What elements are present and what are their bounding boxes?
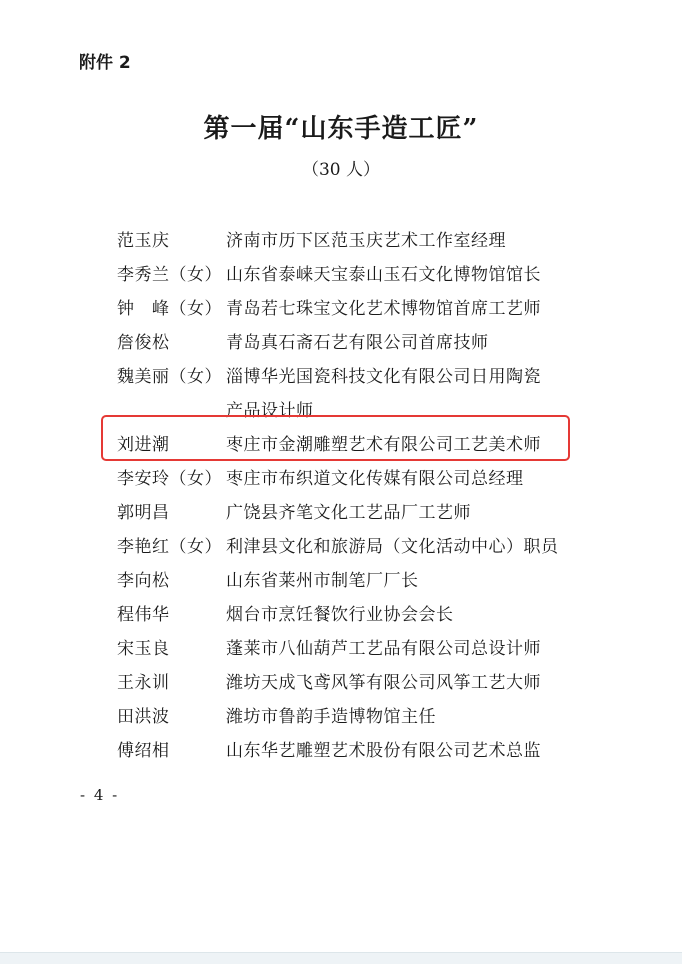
honoree-organization: 淄博华光国瓷科技文化有限公司日用陶瓷	[226, 367, 541, 387]
honoree-organization: 烟台市烹饪餐饮行业协会会长	[226, 605, 454, 625]
document-subtitle: （30 人）	[301, 160, 381, 180]
honoree-name: 李安玲（女）	[117, 469, 222, 489]
honoree-name: 傅绍相	[117, 741, 170, 761]
list-item	[0, 663, 682, 697]
honoree-organization: 山东华艺雕塑艺术股份有限公司艺术总监	[226, 741, 541, 761]
honoree-name: 程伟华	[117, 605, 170, 625]
honoree-name: 郭明昌	[117, 503, 170, 523]
honoree-name: 李艳红（女）	[117, 537, 222, 557]
viewer-bottom-edge	[0, 952, 682, 964]
attachment-label: 附件 2	[79, 53, 131, 73]
list-item	[0, 561, 682, 595]
list-item	[0, 527, 682, 561]
honoree-organization: 枣庄市布织道文化传媒有限公司总经理	[226, 469, 524, 489]
list-item	[0, 459, 682, 493]
honoree-name: 田洪波	[117, 707, 170, 727]
list-item	[0, 629, 682, 663]
honoree-organization: 潍坊市鲁韵手造博物馆主任	[226, 707, 436, 727]
list-item	[0, 697, 682, 731]
honoree-name: 李秀兰（女）	[117, 265, 222, 285]
honoree-organization: 产品设计师	[226, 401, 314, 421]
list-item	[0, 289, 682, 323]
document-title: 第一届“山东手造工匠”	[203, 114, 479, 144]
list-item	[0, 323, 682, 357]
honoree-name: 范玉庆	[117, 231, 170, 251]
honoree-organization: 济南市历下区范玉庆艺术工作室经理	[226, 231, 506, 251]
honoree-organization: 利津县文化和旅游局（文化活动中心）职员	[226, 537, 559, 557]
honoree-organization: 山东省泰崃天宝泰山玉石文化博物馆馆长	[226, 265, 541, 285]
honoree-organization: 潍坊天成飞鸢风筝有限公司风筝工艺大师	[226, 673, 541, 693]
honoree-name: 钟 峰（女）	[117, 299, 222, 319]
honoree-name: 王永训	[117, 673, 170, 693]
list-item	[0, 595, 682, 629]
list-item	[0, 255, 682, 289]
honoree-organization: 山东省莱州市制笔厂厂长	[226, 571, 419, 591]
honoree-organization: 青岛若七珠宝文化艺术博物馆首席工艺师	[226, 299, 541, 319]
honoree-organization: 广饶县齐笔文化工艺品厂工艺师	[226, 503, 471, 523]
list-item	[0, 221, 682, 255]
honoree-name: 魏美丽（女）	[117, 367, 222, 387]
honoree-name: 宋玉良	[117, 639, 170, 659]
honoree-organization: 枣庄市金潮雕塑艺术有限公司工艺美术师	[226, 435, 541, 455]
list-item	[0, 493, 682, 527]
list-item	[0, 357, 682, 391]
honoree-name: 詹俊松	[117, 333, 170, 353]
honoree-name: 李向松	[117, 571, 170, 591]
page-number: - 4 -	[80, 786, 120, 804]
honoree-organization: 青岛真石斋石艺有限公司首席技师	[226, 333, 489, 353]
honoree-organization: 蓬莱市八仙葫芦工艺品有限公司总设计师	[226, 639, 541, 659]
highlight-box	[101, 415, 570, 461]
list-item	[0, 731, 682, 765]
honoree-name: 刘进潮	[117, 435, 170, 455]
